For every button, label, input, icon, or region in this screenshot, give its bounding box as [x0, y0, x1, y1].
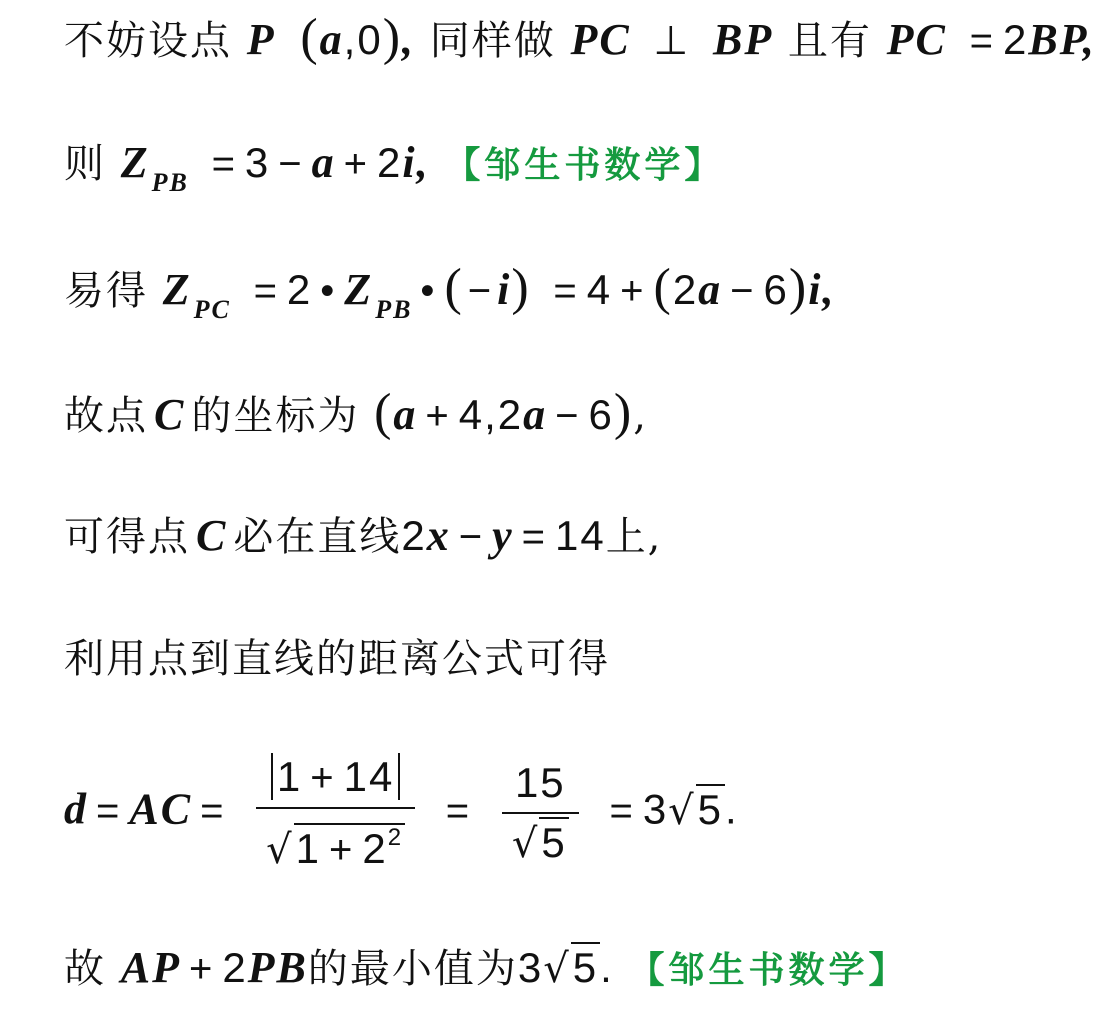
- line-distance-calc: d = AC = 1 + 14 √ $1 + 2^2$ = 15 √ 5 = 3√ 5.: [64, 748, 739, 879]
- paren-open: (: [300, 9, 320, 66]
- brand-watermark: 【邹生书数学】: [628, 949, 909, 991]
- line-assume-point-p: 不妨设点 P (a,0), 同样做 PC ⊥ BP 且有 PC = 2BP,: [64, 9, 1096, 66]
- line-z-pc: 易得 $Z_{PC} = 2$ • $Z_{PB}$ • ( −i) = 4 + (2a − 6)i,: [64, 259, 836, 324]
- fraction-15-over-sqrt5: 15 √ 5: [502, 754, 579, 873]
- brand-watermark: 【邹生书数学】: [444, 144, 725, 186]
- line-c-on-line: 可得点 C 必在直线2x − y = 14上,: [64, 511, 663, 560]
- coord-zero: ,0: [343, 16, 383, 63]
- line-z-pb: 则 $Z_{PB} = 3 - a + 2i$, 【邹生书数学】: [64, 138, 725, 197]
- line-conclusion: 故 AP + 2PB的最小值为3√ 5. 【邹生书数学】: [64, 942, 909, 996]
- text-assume: 不妨设点: [64, 18, 232, 64]
- fraction-abs-over-sqrt: 1 + 14 √ $1 + 2^2$: [256, 748, 415, 879]
- line-point-c-coords: 故点 C 的坐标为 (a + 4,2a − 6),: [64, 384, 648, 441]
- paren-close: ): [382, 9, 403, 66]
- var-p: P: [246, 15, 276, 64]
- line-distance-formula: 利用点到直线的距离公式可得: [64, 636, 610, 682]
- text-same: 同样做: [429, 18, 556, 64]
- var-a: a: [319, 15, 344, 64]
